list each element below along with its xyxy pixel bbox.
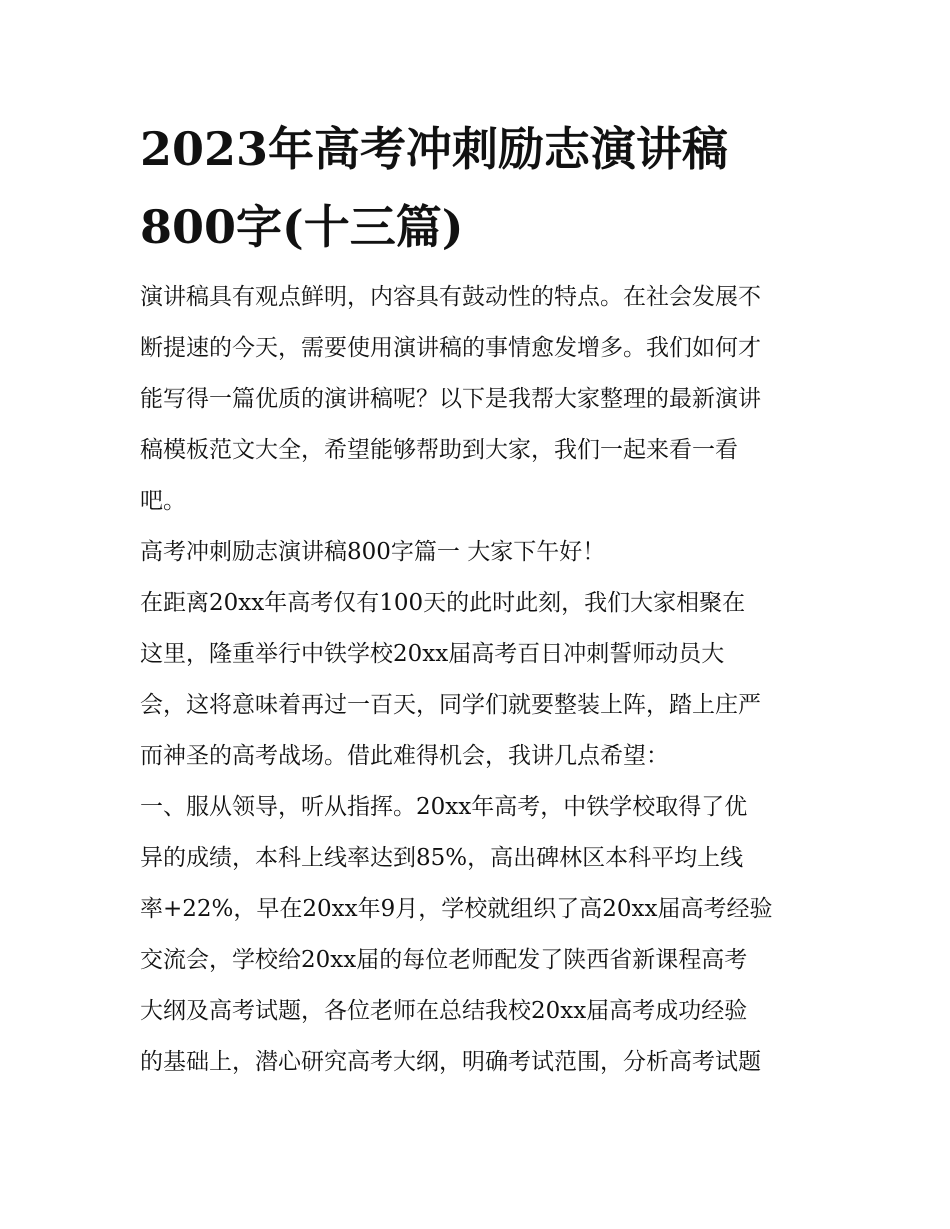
body-line: 异的成绩，本科上线率达到85%，高出碑林区本科平均上线 <box>140 845 744 871</box>
body-line: 在距离20xx年高考仅有100天的此时此刻，我们大家相聚在 <box>140 590 746 616</box>
section-heading-line: 高考冲刺励志演讲稿800字篇一 大家下午好！ <box>140 539 606 565</box>
body-line: 吧。 <box>140 488 186 514</box>
body-line: 稿模板范文大全，希望能够帮助到大家，我们一起来看一看 <box>140 437 738 463</box>
body-line: 这里，隆重举行中铁学校20xx届高考百日冲刺誓师动员大 <box>140 641 725 667</box>
body-line: 会，这将意味着再过一百天，同学们就要整装上阵，踏上庄严 <box>140 692 761 718</box>
title-line-2: 800字(十三篇) <box>140 200 464 254</box>
title-line-1: 2023年高考冲刺励志演讲稿 <box>140 122 729 176</box>
body-line: 的基础上，潜心研究高考大纲，明确考试范围，分析高考试题 <box>140 1049 761 1075</box>
body-line: 交流会，学校给20xx届的每位老师配发了陕西省新课程高考 <box>140 947 748 973</box>
body-line: 而神圣的高考战场。借此难得机会，我讲几点希望： <box>140 743 669 769</box>
body-line: 率+22%，早在20xx年9月，学校就组织了高20xx届高考经验 <box>140 896 773 922</box>
body-line: 断提速的今天，需要使用演讲稿的事情愈发增多。我们如何才 <box>140 335 761 361</box>
body-line: 能写得一篇优质的演讲稿呢？以下是我帮大家整理的最新演讲 <box>140 386 761 412</box>
body-line: 一、服从领导，听从指挥。20xx年高考，中铁学校取得了优 <box>140 794 748 820</box>
body-line: 演讲稿具有观点鲜明，内容具有鼓动性的特点。在社会发展不 <box>140 284 761 310</box>
document-title <box>140 110 820 266</box>
body-line: 大纲及高考试题，各位老师在总结我校20xx届高考成功经验 <box>140 998 748 1024</box>
document-body <box>140 272 820 1088</box>
